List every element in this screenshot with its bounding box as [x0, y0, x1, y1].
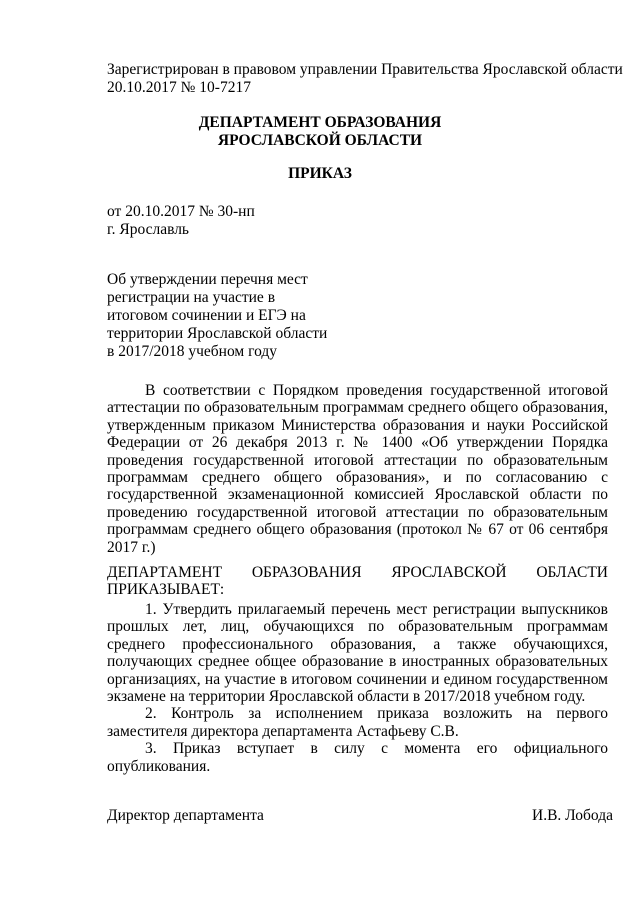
- department-line: ДЕПАРТАМЕНТ ОБРАЗОВАНИЯ: [198, 114, 442, 131]
- department-region: ЯРОСЛАВСКОЙ ОБЛАСТИ: [217, 132, 423, 149]
- department-heading: [38, 114, 602, 150]
- registration-number: 20.10.2017 № 10-7217: [107, 79, 251, 96]
- subject-line: регистрации на участие в: [107, 289, 276, 306]
- prikaz-verb: ПРИКАЗЫВАЕТ:: [107, 581, 225, 599]
- signature-name: И.В. Лобода: [532, 807, 613, 824]
- order-items: [107, 601, 608, 775]
- order-subject: [107, 271, 327, 361]
- signature-position: Директор департамента: [107, 807, 264, 824]
- subject-line: Об утверждении перечня мест: [107, 271, 308, 288]
- preamble-paragraph: В соответствии с Порядком проведения государственной итоговой аттестации по образовательным программам среднего общего образования, утвержденным приказом Министерства образования и науки Российской Федерации от 26 декабря 2013 г. № 1400 «Об утверждении Порядка проведения государственной итоговой аттестации по образовательным программам среднего общего образования», и по согласованию с государственной экзаменационной комиссией Ярославской области по проведению государственной итоговой аттестации по образовательным программам среднего общего образования (протокол № 67 от 06 сентября 2017 г.): [107, 382, 608, 556]
- order-meta: [107, 203, 255, 239]
- subject-line: в 2017/2018 учебном году: [107, 343, 278, 360]
- prikaz-word: ДЕПАРТАМЕНТ: [107, 564, 223, 581]
- order-item: 1. Утвердить прилагаемый перечень мест регистрации выпускников прошлых лет, лиц, обучающихся по образовательным программам среднего профессионального образования, а также обучающихся, получающих среднее общее образование в иностранных образовательных организациях, на участие в итоговом сочинении и едином государственном экзамене на территории Ярославской области в 2017/2018 учебном году.: [107, 601, 608, 706]
- order-item: 2. Контроль за исполнением приказа возложить на первого заместителя директора департамента Астафьеву С.В.: [107, 705, 608, 740]
- order-date-number: от 20.10.2017 № 30-нп: [107, 203, 255, 220]
- order-city: г. Ярославль: [107, 221, 189, 238]
- prikaz-block: [107, 564, 608, 599]
- order-title: ПРИКАЗ: [288, 165, 352, 182]
- registration-line: Зарегистрирован в правовом управлении Правительства Ярославской области: [107, 61, 623, 78]
- prikaz-line: [107, 564, 608, 581]
- order-item: 3. Приказ вступает в силу с момента его официального опубликования.: [107, 740, 608, 775]
- prikaz-word: ОБРАЗОВАНИЯ: [251, 564, 362, 581]
- registration-note: [107, 61, 623, 97]
- subject-line: территории Ярославской области: [107, 325, 328, 342]
- prikaz-word: ЯРОСЛАВСКОЙ: [391, 564, 507, 581]
- subject-line: итоговом сочинении и ЕГЭ на: [107, 307, 306, 324]
- prikaz-word: ОБЛАСТИ: [536, 564, 608, 581]
